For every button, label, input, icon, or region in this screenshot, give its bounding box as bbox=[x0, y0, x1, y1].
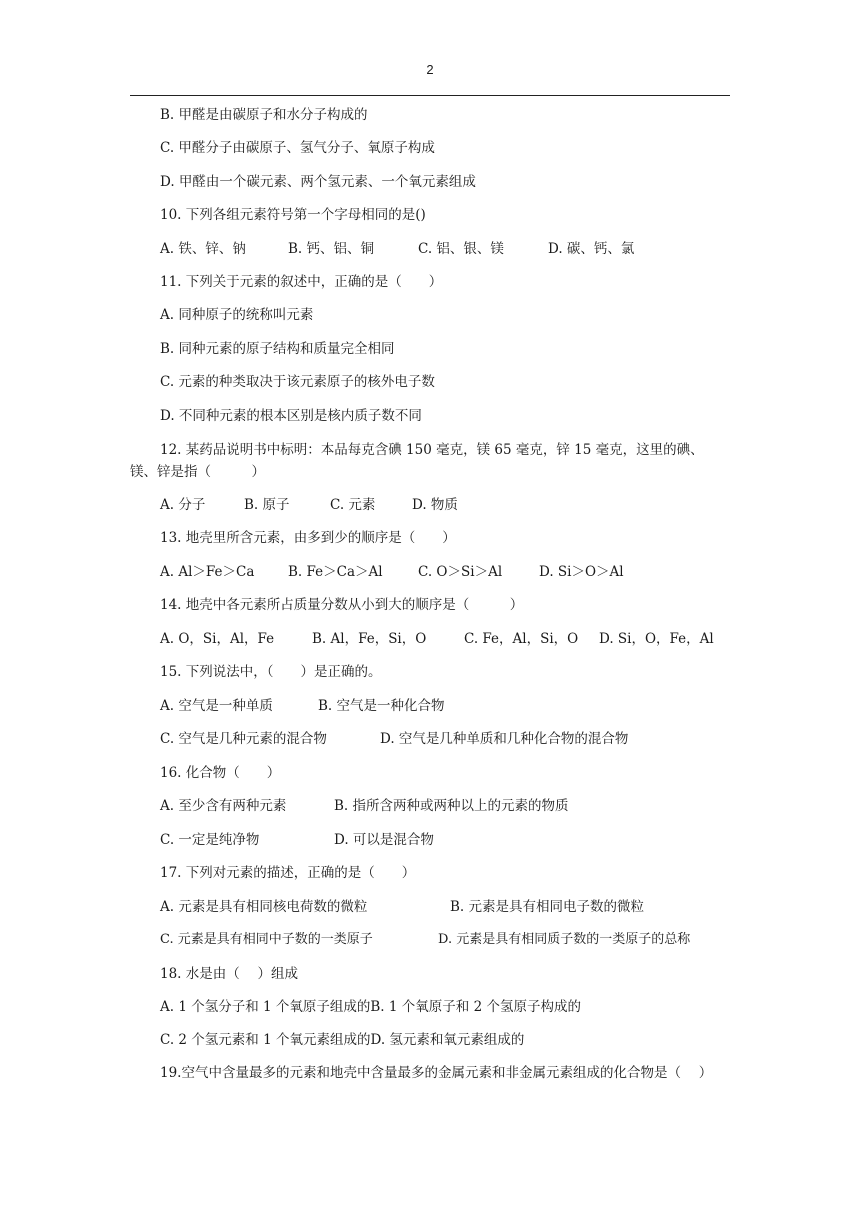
q15-option-b: B. 空气是一种化合物 bbox=[318, 698, 445, 714]
q9-option-d: D. 甲醛由一个碳元素、两个氢元素、一个氧元素组成 bbox=[160, 174, 476, 190]
q14-option-a: A. O，Si，Al，Fe bbox=[160, 631, 275, 647]
q15-option-d: D. 空气是几种单质和几种化合物的混合物 bbox=[380, 731, 629, 747]
q11-option-a: A. 同种原子的统称叫元素 bbox=[160, 307, 314, 323]
q17-stem: 17. 下列对元素的描述，正确的是（ ） bbox=[160, 865, 416, 881]
q17-options-row2 bbox=[160, 931, 690, 949]
q10-option-c: C. 铝、银、镁 bbox=[418, 241, 504, 257]
q12-stem: 12. 某药品说明书中标明：本品每克含碘 150 毫克，镁 65 毫克，锌 15 毫克，这里的碘、镁、锌是指（ ） bbox=[130, 442, 704, 480]
q16-options-row2 bbox=[160, 831, 434, 849]
q15-option-c: C. 空气是几种元素的混合物 bbox=[160, 731, 327, 747]
q10-options bbox=[160, 240, 634, 258]
q9-option-b: B. 甲醛是由碳原子和水分子构成的 bbox=[160, 107, 368, 123]
q10-stem: 10. 下列各组元素符号第一个字母相同的是() bbox=[160, 207, 426, 223]
q14-stem: 14. 地壳中各元素所占质量分数从小到大的顺序是（ ） bbox=[160, 597, 524, 613]
q14-option-d: D. Si，O，Fe，Al bbox=[599, 631, 714, 647]
q12-option-c: C. 元素 bbox=[330, 497, 376, 513]
q17-option-c: C. 元素是具有相同中子数的一类原子 bbox=[160, 932, 373, 947]
q17-option-a: A. 元素是具有相同核电荷数的微粒 bbox=[160, 899, 368, 915]
q16-option-c: C. 一定是纯净物 bbox=[160, 832, 260, 848]
q17-option-d: D. 元素是具有相同质子数的一类原子的总称 bbox=[438, 932, 691, 947]
q16-option-d: D. 可以是混合物 bbox=[334, 832, 434, 848]
q11-stem: 11. 下列关于元素的叙述中，正确的是（ ） bbox=[160, 274, 443, 290]
q15-options-row1 bbox=[160, 697, 445, 715]
q13-option-d: D. Si＞O＞Al bbox=[539, 564, 624, 580]
q15-stem: 15. 下列说法中，（ ）是正确的。 bbox=[160, 664, 382, 680]
q14-options bbox=[160, 630, 714, 648]
page-number: 2 bbox=[426, 62, 434, 77]
q14-option-b: B. Al，Fe，Si，O bbox=[312, 631, 427, 647]
q18-option-d: D. 氢元素和氧元素组成的 bbox=[370, 1032, 525, 1048]
q18-options-row1 bbox=[160, 998, 581, 1016]
q11-option-c: C. 元素的种类取决于该元素原子的核外电子数 bbox=[160, 374, 435, 390]
q18-stem: 18. 水是由（ ）组成 bbox=[160, 966, 299, 982]
q16-stem: 16. 化合物（ ） bbox=[160, 765, 281, 781]
q12-option-d: D. 物质 bbox=[412, 497, 458, 513]
q16-option-a: A. 至少含有两种元素 bbox=[160, 798, 287, 814]
q11-option-b: B. 同种元素的原子结构和质量完全相同 bbox=[160, 341, 395, 357]
q13-option-a: A. Al＞Fe＞Ca bbox=[160, 564, 255, 580]
q13-stem: 13. 地壳里所含元素，由多到少的顺序是（ ） bbox=[160, 530, 456, 546]
q17-option-b: B. 元素是具有相同电子数的微粒 bbox=[450, 899, 645, 915]
q10-option-d: D. 碳、钙、氯 bbox=[548, 241, 635, 257]
q13-options bbox=[160, 563, 624, 581]
q16-option-b: B. 指所含两种或两种以上的元素的物质 bbox=[334, 798, 569, 814]
q15-options-row2 bbox=[160, 730, 628, 748]
q18-option-b: B. 1 个氧原子和 2 个氢原子构成的 bbox=[370, 999, 581, 1015]
q14-option-c: C. Fe，Al，Si，O bbox=[464, 631, 579, 647]
q15-option-a: A. 空气是一种单质 bbox=[160, 698, 273, 714]
q11-option-d: D. 不同种元素的根本区别是核内质子数不同 bbox=[160, 408, 422, 424]
q16-options-row1 bbox=[160, 797, 569, 815]
q10-option-b: B. 钙、铝、铜 bbox=[288, 241, 375, 257]
q9-option-c: C. 甲醛分子由碳原子、氢气分子、氧原子构成 bbox=[160, 140, 435, 156]
q10-option-a: A. 铁、锌、钠 bbox=[160, 241, 246, 257]
q18-options-row2 bbox=[160, 1031, 524, 1049]
q12-option-b: B. 原子 bbox=[244, 497, 290, 513]
q19-stem: 19.空气中含量最多的元素和地壳中含量最多的金属元素和非金属元素组成的化合物是（ ） bbox=[160, 1065, 713, 1081]
q17-options-row1 bbox=[160, 898, 644, 916]
q18-option-a: A. 1 个氢分子和 1 个氧原子组成的 bbox=[160, 999, 371, 1015]
q12-option-a: A. 分子 bbox=[160, 497, 206, 513]
q13-option-b: B. Fe＞Ca＞Al bbox=[288, 564, 383, 580]
q12-options bbox=[160, 496, 458, 514]
q13-option-c: C. O＞Si＞Al bbox=[418, 564, 503, 580]
q18-option-c: C. 2 个氢元素和 1 个氧元素组成的 bbox=[160, 1032, 371, 1048]
